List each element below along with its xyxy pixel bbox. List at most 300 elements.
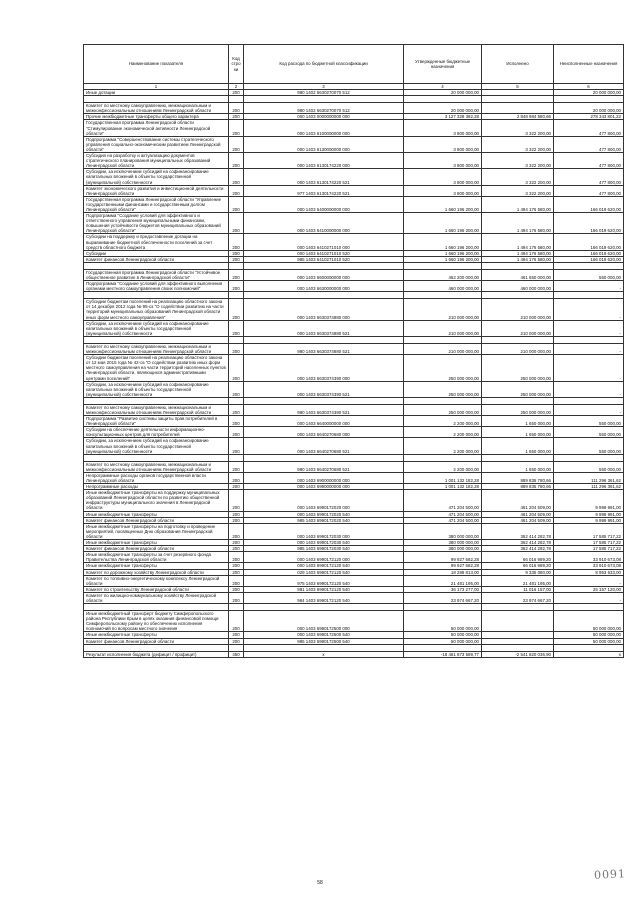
row-executed: 210 000 000,00 xyxy=(482,343,554,354)
row-unexecuted: - xyxy=(554,281,624,292)
row-classification: 000 1403 6990172500 000 xyxy=(244,611,404,632)
row-name: Комитет по строительству Ленинградской области xyxy=(84,586,229,592)
table-row xyxy=(84,552,624,563)
row-approved: 250 000 000,00 xyxy=(404,404,482,415)
row-name: Подпрограмма "Создание условий для эффективного выполнения органами местного самоуправления своих полномочий" xyxy=(84,281,229,292)
row-name: Субсидии бюджетам поселений на реализацию областного закона от 14 декабря 2012 года № 95-оз "О содействии развитию на части территорий муниципальных образований Ленинградской области иных форм местного самоуправления" xyxy=(84,299,229,320)
row-unexecuted xyxy=(554,96,624,103)
row-unexecuted xyxy=(554,397,624,404)
row-classification: 980 1402 6630270070 512 xyxy=(244,103,404,114)
row-approved: 1 660 196 200,00 xyxy=(404,196,482,212)
row-approved: 2 200 000,00 xyxy=(404,427,482,438)
row-classification: 985 1403 6990172500 540 xyxy=(244,638,404,644)
row-classification: 980 1403 6630374880 521 xyxy=(244,343,404,354)
row-approved: 471 204 500,00 xyxy=(404,517,482,523)
row-unexecuted xyxy=(554,292,624,299)
row-name: Комитет по жилищно-коммунальному хозяйству Ленинградской области xyxy=(84,592,229,603)
row-unexecuted: 550 000,00 xyxy=(554,427,624,438)
row-executed: 889 835 780,66 xyxy=(482,484,554,490)
row-name: Подпрограмма "Совершенствование системы стратегического управления социально-экономическим развитием Ленинградской области" xyxy=(84,136,229,152)
row-name xyxy=(84,336,229,343)
row-unexecuted: - xyxy=(554,592,624,603)
row-classification: 977 1403 6130174220 521 xyxy=(244,185,404,196)
row-code: 200 xyxy=(229,343,244,354)
row-name: Государственная программа Ленинградской области "Стимулирование экономической активности Ленинградской области" xyxy=(84,120,229,136)
row-approved: 50 000 000,00 xyxy=(404,638,482,644)
row-name xyxy=(84,262,229,269)
column-number: 5 xyxy=(482,84,554,90)
table-row xyxy=(84,234,624,250)
row-classification: 000 1403 6410271010 000 xyxy=(244,234,404,250)
row-executed xyxy=(482,103,554,114)
row-classification: 000 1403 6100000000 000 xyxy=(244,120,404,136)
row-code: 200 xyxy=(229,213,244,234)
row-code: 450 xyxy=(229,651,244,657)
row-code: 200 xyxy=(229,355,244,381)
row-classification: 000 1403 6130174220 521 xyxy=(244,169,404,185)
row-unexecuted: 9 999 991,00 xyxy=(554,490,624,511)
row-name: Иные межбюджетные трансферты xyxy=(84,540,229,546)
row-unexecuted: 477 800,00 xyxy=(554,153,624,169)
row-name: Комитет по местному самоуправлению, межнациональным и межконфессиональным отношениям Ленинградской области xyxy=(84,103,229,114)
row-unexecuted: 50 000 000,00 xyxy=(554,632,624,638)
row-approved: 50 000 000,00 xyxy=(404,611,482,632)
row-code: 200 xyxy=(229,234,244,250)
row-approved: 1 660 196 200,00 xyxy=(404,213,482,234)
row-unexecuted: 166 019 620,00 xyxy=(554,213,624,234)
row-name: Комитет экономического развития и инвестиционной деятельности Ленинградской области xyxy=(84,185,229,196)
row-executed xyxy=(482,397,554,404)
row-code: 200 xyxy=(229,638,244,644)
row-code: 200 xyxy=(229,438,244,454)
row-name xyxy=(84,292,229,299)
row-code: 200 xyxy=(229,281,244,292)
row-classification xyxy=(244,336,404,343)
row-unexecuted xyxy=(554,454,624,461)
row-unexecuted: 477 800,00 xyxy=(554,185,624,196)
row-classification: 975 1403 6990172120 540 xyxy=(244,575,404,586)
row-classification: 000 1403 6410000000 000 xyxy=(244,213,404,234)
row-approved: 50 000 000,00 xyxy=(404,632,482,638)
row-code: 200 xyxy=(229,552,244,563)
row-code: 200 xyxy=(229,546,244,552)
row-classification: 000 1403 6640000000 000 xyxy=(244,416,404,427)
row-unexecuted: 9 999 991,00 xyxy=(554,511,624,517)
row-unexecuted: 33 910 673,08 xyxy=(554,552,624,563)
row-approved: 250 000 000,00 xyxy=(404,381,482,397)
row-approved: 3 800 000,00 xyxy=(404,185,482,196)
row-executed: 23 974 667,20 xyxy=(482,592,554,603)
spacer-row xyxy=(84,397,624,404)
row-unexecuted: - xyxy=(554,320,624,336)
row-unexecuted: 550 000,00 xyxy=(554,269,624,280)
row-approved: 20 000 000,00 xyxy=(404,90,482,96)
row-unexecuted: 111 296 361,62 xyxy=(554,472,624,483)
row-executed: 3 322 200,00 xyxy=(482,153,554,169)
table-row xyxy=(84,427,624,438)
row-name: Субсидии, за исключением субсидий на софинансирование капитальных вложений в объекты государственной (муниципальной) собственности xyxy=(84,320,229,336)
row-classification: 980 1403 6640270680 521 xyxy=(244,461,404,472)
row-executed: 250 000 000,00 xyxy=(482,355,554,381)
column-number: 3 xyxy=(244,84,404,90)
row-name: Результат исполнения бюджета (дефицит / профицит) xyxy=(84,651,229,657)
row-executed xyxy=(482,292,554,299)
header-name: Наименование показателя xyxy=(84,45,229,84)
row-classification: 000 1403 6640270680 000 xyxy=(244,427,404,438)
row-classification xyxy=(244,644,404,651)
row-name: Государственная программа Ленинградской области "Устойчивое общественное развитие в Ленинградской области" xyxy=(84,269,229,280)
row-code xyxy=(229,604,244,611)
row-unexecuted: 477 800,00 xyxy=(554,120,624,136)
row-code: 200 xyxy=(229,569,244,575)
row-executed: 1 494 176 580,00 xyxy=(482,256,554,262)
row-unexecuted: 33 910 673,08 xyxy=(554,563,624,569)
row-unexecuted: 8 953 633,00 xyxy=(554,569,624,575)
row-unexecuted xyxy=(554,644,624,651)
row-approved: 1 660 196 200,00 xyxy=(404,250,482,256)
row-executed: 210 000 000,00 xyxy=(482,320,554,336)
row-approved: 380 000 000,00 xyxy=(404,523,482,539)
row-name: Комитет финансов Ленинградской области xyxy=(84,546,229,552)
page-number: 58 xyxy=(317,880,323,886)
row-code: 200 xyxy=(229,153,244,169)
row-unexecuted xyxy=(554,262,624,269)
row-approved: 380 000 000,00 xyxy=(404,546,482,552)
row-code: 200 xyxy=(229,416,244,427)
row-unexecuted: 278 343 801,22 xyxy=(554,114,624,120)
row-unexecuted: 477 800,00 xyxy=(554,136,624,152)
row-name: Субсидии xyxy=(84,250,229,256)
row-code xyxy=(229,397,244,404)
row-classification: 029 1403 6990172120 540 xyxy=(244,569,404,575)
row-unexecuted: 50 000 000,00 xyxy=(554,638,624,644)
row-code: 200 xyxy=(229,136,244,152)
row-name: Иные межбюджетные трансферты на подготовку и проведение мероприятий, посвященных Дню образования Ленинградской области xyxy=(84,523,229,539)
table-row xyxy=(84,651,624,657)
row-approved: 1 660 196 200,00 xyxy=(404,256,482,262)
row-code: 200 xyxy=(229,90,244,96)
row-classification: 000 1403 6630000000 000 xyxy=(244,281,404,292)
row-classification: 000 1403 6990172120 000 xyxy=(244,552,404,563)
row-name: Комитет финансов Ленинградской области xyxy=(84,256,229,262)
row-name: Субсидия на разработку и актуализацию документов стратегического планирования муниципальных образований Ленинградской области xyxy=(84,153,229,169)
row-code xyxy=(229,454,244,461)
row-approved: 3 800 000,00 xyxy=(404,153,482,169)
row-unexecuted: 17 585 717,22 xyxy=(554,540,624,546)
row-executed: 461 204 509,00 xyxy=(482,490,554,511)
row-approved xyxy=(404,292,482,299)
row-name: Иные межбюджетные трансферты за счет резервного фонда Правительства Ленинградской области xyxy=(84,552,229,563)
row-unexecuted: 17 585 717,22 xyxy=(554,546,624,552)
row-approved xyxy=(404,604,482,611)
row-code: 200 xyxy=(229,540,244,546)
row-approved: 21 481 195,00 xyxy=(404,575,482,586)
row-name: Иные межбюджетные трансферты xyxy=(84,632,229,638)
row-code: 200 xyxy=(229,404,244,415)
row-classification: 000 1403 6400000000 000 xyxy=(244,196,404,212)
row-executed: 2 848 984 580,66 xyxy=(482,114,554,120)
row-approved: 99 927 682,28 xyxy=(404,563,482,569)
table-row xyxy=(84,611,624,632)
row-unexecuted: 50 000 000,00 xyxy=(554,611,624,632)
table-row xyxy=(84,169,624,185)
row-code xyxy=(229,96,244,103)
row-executed: 66 016 989,20 xyxy=(482,563,554,569)
row-name: Комитет по дорожному хозяйству Ленинградской области xyxy=(84,569,229,575)
row-code: 200 xyxy=(229,511,244,517)
row-name xyxy=(84,96,229,103)
row-executed: 1 650 000,00 xyxy=(482,461,554,472)
row-code: 200 xyxy=(229,299,244,320)
row-executed: 1 650 000,00 xyxy=(482,416,554,427)
row-executed: 460 000 000,00 xyxy=(482,281,554,292)
row-executed: 1 650 000,00 xyxy=(482,438,554,454)
row-code: 200 xyxy=(229,586,244,592)
row-classification: 000 1403 6990172500 540 xyxy=(244,632,404,638)
row-unexecuted: - xyxy=(554,299,624,320)
row-approved: 3 127 328 382,28 xyxy=(404,114,482,120)
row-classification: 985 1403 6410271010 520 xyxy=(244,256,404,262)
row-code: 200 xyxy=(229,592,244,603)
row-classification: 000 1403 6990000000 000 xyxy=(244,484,404,490)
row-executed: -2 541 820 036,90 xyxy=(482,651,554,657)
column-number: 2 xyxy=(229,84,244,90)
row-executed: 21 481 195,00 xyxy=(482,575,554,586)
row-unexecuted: x xyxy=(554,651,624,657)
table-row xyxy=(84,343,624,354)
table-row xyxy=(84,438,624,454)
spacer-row xyxy=(84,454,624,461)
table-row xyxy=(84,320,624,336)
row-classification xyxy=(244,604,404,611)
row-approved xyxy=(404,262,482,269)
row-approved: 3 800 000,00 xyxy=(404,120,482,136)
row-classification: 000 1403 6990172020 000 xyxy=(244,490,404,511)
row-classification: 000 1403 6600000000 000 xyxy=(244,269,404,280)
row-code: 200 xyxy=(229,320,244,336)
row-executed: 362 414 282,78 xyxy=(482,546,554,552)
row-approved xyxy=(404,644,482,651)
row-unexecuted: 166 019 620,00 xyxy=(554,234,624,250)
row-executed: 210 000 000,00 xyxy=(482,299,554,320)
row-unexecuted: 20 000 000,00 xyxy=(554,90,624,96)
row-executed: 3 322 200,00 xyxy=(482,120,554,136)
row-approved: 1 001 132 182,28 xyxy=(404,484,482,490)
row-approved: 2 200 000,00 xyxy=(404,461,482,472)
row-approved: 471 204 500,00 xyxy=(404,490,482,511)
spacer-row xyxy=(84,262,624,269)
table-row xyxy=(84,416,624,427)
column-number: 6 xyxy=(554,84,624,90)
row-name: Комитет по местному самоуправлению, межнациональным и межконфессиональным отношениям Ленинградской области xyxy=(84,404,229,415)
row-code: 200 xyxy=(229,517,244,523)
row-code: 200 xyxy=(229,103,244,114)
row-executed xyxy=(482,336,554,343)
row-classification: 000 1403 6900000000 000 xyxy=(244,472,404,483)
table-row xyxy=(84,523,624,539)
row-executed: 1 650 000,00 xyxy=(482,427,554,438)
table-row xyxy=(84,269,624,280)
row-name xyxy=(84,454,229,461)
row-code xyxy=(229,292,244,299)
row-executed: 9 335 080,00 xyxy=(482,569,554,575)
row-code: 200 xyxy=(229,490,244,511)
row-name xyxy=(84,397,229,404)
table-row xyxy=(84,355,624,381)
row-unexecuted: 166 019 620,00 xyxy=(554,250,624,256)
table-row xyxy=(84,592,624,603)
row-approved: 3 800 000,00 xyxy=(404,136,482,152)
header-row xyxy=(84,45,624,84)
row-executed: 461 650 000,00 xyxy=(482,269,554,280)
row-code: 200 xyxy=(229,114,244,120)
row-approved: 210 000 000,00 xyxy=(404,299,482,320)
row-classification xyxy=(244,96,404,103)
row-classification xyxy=(244,397,404,404)
row-executed: 1 494 176 580,00 xyxy=(482,234,554,250)
row-code: 200 xyxy=(229,523,244,539)
budget-table xyxy=(83,44,624,658)
table-row xyxy=(84,196,624,212)
row-unexecuted: 550 000,00 xyxy=(554,461,624,472)
row-approved: 380 000 000,00 xyxy=(404,540,482,546)
table-row xyxy=(84,461,624,472)
header-classification: Код расхода по бюджетной классификации xyxy=(244,45,404,84)
row-code: 200 xyxy=(229,611,244,632)
row-approved: 210 000 000,00 xyxy=(404,320,482,336)
row-name: Государственная программа Ленинградской области "Управление государственными финансами и государственным долгом Ленинградской области" xyxy=(84,196,229,212)
row-name: Иные межбюджетные трансферты на поддержку муниципальных образований Ленинградской области по развитию общественной инфраструктуры муниципального значения в Ленинградской области xyxy=(84,490,229,511)
row-approved: 2 200 000,00 xyxy=(404,438,482,454)
table-row xyxy=(84,404,624,415)
row-approved: 99 927 682,28 xyxy=(404,552,482,563)
table-row xyxy=(84,472,624,483)
spacer-row xyxy=(84,96,624,103)
row-name: Иные межбюджетные трансферты xyxy=(84,511,229,517)
table-row xyxy=(84,575,624,586)
row-executed: 461 204 509,00 xyxy=(482,511,554,517)
row-unexecuted: 477 800,00 xyxy=(554,169,624,185)
row-executed xyxy=(482,644,554,651)
row-classification: 000 1403 6410271010 520 xyxy=(244,250,404,256)
row-classification: 000 1403 0000000000 000 xyxy=(244,114,404,120)
row-unexecuted: 9 999 991,00 xyxy=(554,517,624,523)
row-approved: -18 461 873 589,77 xyxy=(404,651,482,657)
row-approved xyxy=(404,454,482,461)
row-unexecuted xyxy=(554,336,624,343)
row-classification: 000 1403 6630374880 000 xyxy=(244,299,404,320)
row-classification: 981 1403 6990172120 540 xyxy=(244,586,404,592)
row-name: Комитет финансов Ленинградской области xyxy=(84,517,229,523)
row-approved xyxy=(404,96,482,103)
table-row xyxy=(84,120,624,136)
row-unexecuted: - xyxy=(554,575,624,586)
table-body xyxy=(84,84,624,658)
row-approved: 3 800 000,00 xyxy=(404,169,482,185)
row-executed: 3 322 200,00 xyxy=(482,185,554,196)
row-unexecuted: 550 000,00 xyxy=(554,416,624,427)
row-executed: 3 322 200,00 xyxy=(482,169,554,185)
row-executed: 1 494 176 580,00 xyxy=(482,213,554,234)
archive-stamp: 0091 xyxy=(593,867,627,882)
row-code: 200 xyxy=(229,120,244,136)
row-approved xyxy=(404,397,482,404)
row-unexecuted xyxy=(554,604,624,611)
row-unexecuted: 166 019 620,00 xyxy=(554,196,624,212)
row-classification xyxy=(244,292,404,299)
row-code: 200 xyxy=(229,185,244,196)
row-unexecuted: 17 585 717,22 xyxy=(554,523,624,539)
row-executed xyxy=(482,604,554,611)
row-code: 200 xyxy=(229,461,244,472)
row-name: Комитет по топливно-энергетическому комплексу Ленинградской области xyxy=(84,575,229,586)
header-code: Код стро ки xyxy=(229,45,244,84)
row-classification: 000 1403 6630374390 521 xyxy=(244,381,404,397)
row-code xyxy=(229,644,244,651)
row-code: 200 xyxy=(229,427,244,438)
row-name: Комитет финансов Ленинградской области xyxy=(84,638,229,644)
table-row xyxy=(84,213,624,234)
header-approved: Утвержденные бюджетные назначения xyxy=(404,45,482,84)
column-number: 4 xyxy=(404,84,482,90)
row-executed xyxy=(482,454,554,461)
table-row xyxy=(84,153,624,169)
row-approved: 210 000 000,00 xyxy=(404,343,482,354)
row-classification: 000 1403 6130000000 000 xyxy=(244,136,404,152)
row-approved: 471 204 500,00 xyxy=(404,511,482,517)
row-executed: 889 835 780,66 xyxy=(482,472,554,483)
row-executed: 66 016 989,20 xyxy=(482,552,554,563)
row-executed: 250 000 000,00 xyxy=(482,404,554,415)
row-approved: 460 000 000,00 xyxy=(404,281,482,292)
row-executed: 1 494 176 580,00 xyxy=(482,250,554,256)
row-classification: 984 1403 6990172120 540 xyxy=(244,592,404,603)
row-code: 200 xyxy=(229,563,244,569)
row-name: Подпрограмма "Развитие системы защиты прав потребителей в Ленинградской области" xyxy=(84,416,229,427)
row-name: Прочие межбюджетные трансферты общего характера xyxy=(84,114,229,120)
row-unexecuted: - xyxy=(554,343,624,354)
spacer-row xyxy=(84,644,624,651)
table-row xyxy=(84,381,624,397)
row-code: 200 xyxy=(229,575,244,586)
spacer-row xyxy=(84,604,624,611)
table-row xyxy=(84,136,624,152)
row-name: Субсидии бюджетам поселений на реализацию областного закона от 12 мая 2015 года № 42-оз "О содействии развитию иных форм местного самоуправления на части территорий населенных пунктов Ленинградской области, являющихся административными центрами поселений" xyxy=(84,355,229,381)
row-code: 200 xyxy=(229,632,244,638)
row-code: 200 xyxy=(229,484,244,490)
row-approved: 20 000 000,00 xyxy=(404,103,482,114)
row-approved: 462 200 000,00 xyxy=(404,269,482,280)
row-classification: 985 1403 6990172030 540 xyxy=(244,546,404,552)
row-classification: 000 1403 6990172020 540 xyxy=(244,511,404,517)
row-approved xyxy=(404,336,482,343)
row-name: Субсидии, за исключением субсидий на софинансирование капитальных вложений в объекты государственной (муниципальной) собственности xyxy=(84,438,229,454)
row-name: Субсидии, за исключением субсидий на софинансирование капитальных вложений в объекты государственной (муниципальной) собственности xyxy=(84,381,229,397)
row-code: 200 xyxy=(229,256,244,262)
row-approved: 2 200 000,00 xyxy=(404,416,482,427)
row-executed: 1 494 176 580,00 xyxy=(482,196,554,212)
row-name: Подпрограмма "Создание условий для эффективного и ответственного управления муниципальными финансами, повышения устойчивости бюджетов муниципальных образований Ленинградской области" xyxy=(84,213,229,234)
row-executed: 362 414 282,78 xyxy=(482,523,554,539)
row-executed: 250 000 000,00 xyxy=(482,381,554,397)
row-executed xyxy=(482,611,554,632)
row-name: Субсидии на поддержку и предоставление дотации на выравнивание бюджетной обеспеченности поселений за счет средств областного бюджета xyxy=(84,234,229,250)
row-classification: 000 1403 6630374390 000 xyxy=(244,355,404,381)
row-name xyxy=(84,604,229,611)
row-approved: 18 288 813,00 xyxy=(404,569,482,575)
row-name: Субсидии, за исключением субсидий на софинансирование капитальных вложений в объекты государственной (муниципальной) собственности xyxy=(84,169,229,185)
row-executed: 3 322 200,00 xyxy=(482,136,554,152)
